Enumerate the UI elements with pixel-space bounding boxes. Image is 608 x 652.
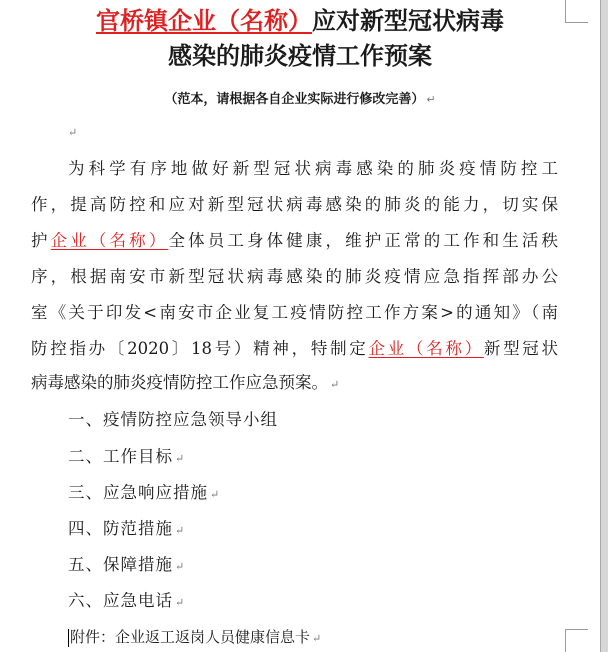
body-line-6 <box>31 336 558 362</box>
body-line-3 <box>31 228 558 254</box>
paragraph-mark-icon: ↵ <box>210 488 221 501</box>
body-line-7-text: 病毒感染的肺炎疫情防控工作应急预案。 <box>31 373 328 392</box>
document-title-line-1 <box>0 6 600 36</box>
attachment-text: 附件：企业返工返岗人员健康信息卡 <box>70 628 311 646</box>
paragraph-mark-icon: ↵ <box>175 524 186 537</box>
body-line-6-pre: 防控指办〔2020〕18号）精神，特制定 <box>31 339 369 358</box>
title-line-2-text: 感染的肺炎疫情工作预案 <box>168 42 432 70</box>
section-heading-2 <box>68 443 185 471</box>
section-heading-1: 一、疫情防控应急领导小组 <box>68 410 278 429</box>
body-line-3-post: 全体员工身体健康，维护正常的工作和生活秩 <box>168 231 559 250</box>
text-cursor <box>68 629 69 647</box>
document-subtitle <box>0 88 600 107</box>
section-heading-4 <box>68 515 185 543</box>
body-line-1: 为科学有序地做好新型冠状病毒感染的肺炎疫情防控工 <box>68 159 558 178</box>
section-heading-6-text: 六、应急电话 <box>68 591 173 610</box>
body-line-6-post: 新型冠状 <box>483 339 559 358</box>
paragraph-mark-icon: ↵ <box>426 93 436 106</box>
paragraph-mark-icon: ↵ <box>175 452 186 465</box>
section-heading-6 <box>68 587 185 615</box>
subtitle-text: （范本，请根据各自企业实际进行修改完善） <box>164 92 425 107</box>
attachment-line[interactable] <box>68 624 321 650</box>
paragraph-mark-icon: ↵ <box>312 632 322 645</box>
paragraph-mark-icon: ↵ <box>175 596 186 609</box>
section-heading-2-text: 二、工作目标 <box>68 447 173 466</box>
paragraph-mark-icon: ↵ <box>68 126 78 139</box>
body-line-3-pre: 护 <box>31 231 51 250</box>
document-title-line-2 <box>0 41 600 71</box>
section-heading-4-text: 四、防范措施 <box>68 519 173 538</box>
page-corner-mark-bottom <box>565 629 588 652</box>
body-line-2: 作，提高防控和应对新型冠状病毒感染的肺炎的能力，切实保 <box>31 195 558 214</box>
section-heading-5 <box>68 551 185 579</box>
paragraph-mark-icon: ↵ <box>175 560 186 573</box>
body-line-5: 室《关于印发<南安市企业复工疫情防控工作方案>的通知》（南 <box>31 303 558 322</box>
body-line-4: 序，根据南安市新型冠状病毒感染的肺炎疫情应急指挥部办公 <box>31 267 558 286</box>
paragraph-mark-icon: ↵ <box>330 378 340 391</box>
body-line-7 <box>31 370 558 396</box>
title-company-placeholder: 官桥镇企业（名称） <box>96 7 312 35</box>
title-line-1-rest: 应对新型冠状病毒 <box>312 7 504 35</box>
section-heading-5-text: 五、保障措施 <box>68 555 173 574</box>
company-name-placeholder: 企业（名称） <box>368 339 484 358</box>
company-name-placeholder: 企业（名称） <box>50 231 169 250</box>
section-heading-3-text: 三、应急响应措施 <box>68 483 208 502</box>
section-heading-3 <box>68 479 220 507</box>
